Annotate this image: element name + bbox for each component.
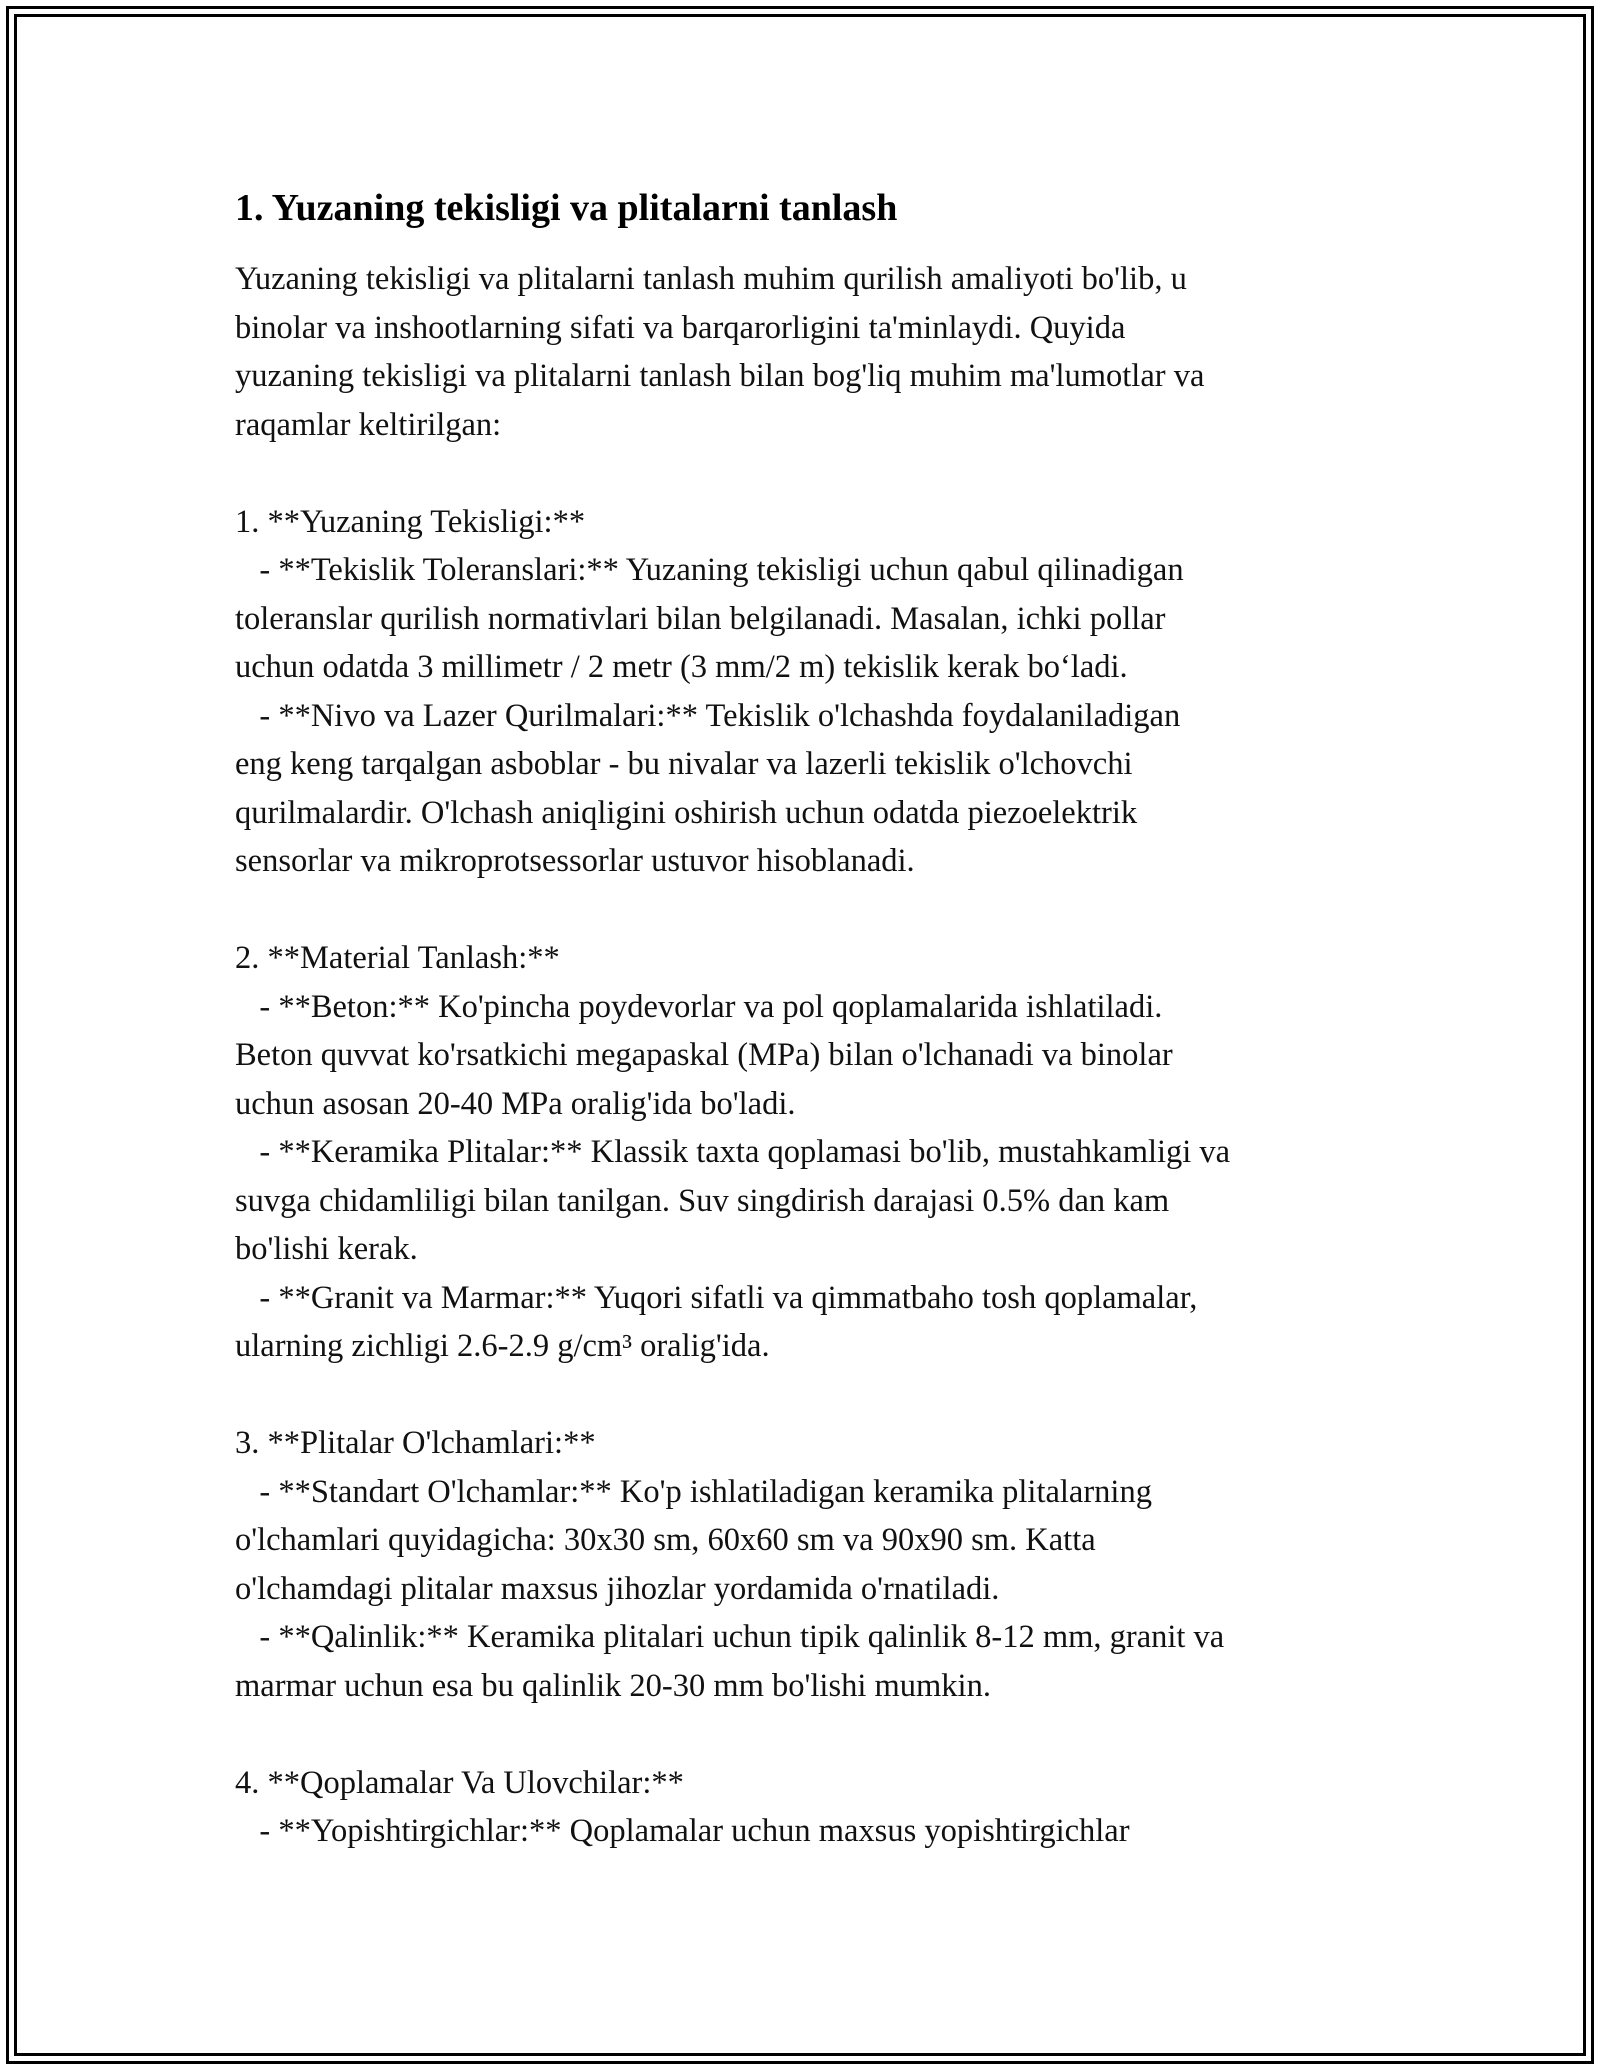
section-heading: 1. Yuzaning tekisligi va plitalarni tanlash <box>235 187 898 229</box>
section-body-text: Yuzaning tekisligi va plitalarni tanlash muhim qurilish amaliyoti bo'lib, u binolar va inshootlarning sifati va barqarorligini ta'minlaydi. Quyida yuzaning tekisligi va plitalarni tanlash bilan bog'liq muhim ma'lumotlar va raqamlar keltirilgan: 1. **Yuzaning Tekisligi:** - **Tekislik Toleranslari:** Yuzaning tekisligi uchun qabul qilinadigan toleranslar qurilish normativlari bilan belgilanadi. Masalan, ichki pollar uchun odatda 3 millimetr / 2 metr (3 mm/2 m) tekislik kerak bo‘ladi. - **Nivo va Lazer Qurilmalari:** Tekislik o'lchashda foydalaniladigan eng keng tarqalgan asboblar - bu nivalar va lazerli tekislik o'lchovchi qurilmalardir. O'lchash aniqligini oshirish uchun odatda piezoelektrik sensorlar va mikroprotsessorlar ustuvor hisoblanadi. 2. **Material Tanlash:** - **Beton:** Ko'pincha poydevorlar va pol qoplamalarida ishlatiladi. Beton quvvat ko'rsatkichi megapaskal (MPa) bilan o'lchanadi va binolar uchun asosan 20-40 MPa oralig'ida bo'ladi. - **Keramika Plitalar:** Klassik taxta qoplamasi bo'lib, mustahkamligi va suvga chidamliligi bilan tanilgan. Suv singdirish darajasi 0.5% dan kam bo'lishi kerak. - **Granit va Marmar:** Yuqori sifatli va qimmatbaho tosh qoplamalar, ularning zichligi 2.6-2.9 g/cm³ oralig'ida. 3. **Plitalar O'lchamlari:** - **Standart O'lchamlar:** Ko'p ishlatiladigan keramika plitalarning o'lchamlari quyidagicha: 30x30 sm, 60x60 sm va 90x90 sm. Katta o'lchamdagi plitalar maxsus jihozlar yordamida o'rnatiladi. - **Qalinlik:** Keramika plitalari uchun tipik qalinlik 8-12 mm, granit va marmar uchun esa bu qalinlik 20-30 mm bo'lishi mumkin. 4. **Qoplamalar Va Ulovchilar:** - **Yopishtirgichlar:** Qoplamalar uchun maxsus yopishtirgichlar <box>235 261 1231 1849</box>
document-content <box>235 185 1375 1856</box>
